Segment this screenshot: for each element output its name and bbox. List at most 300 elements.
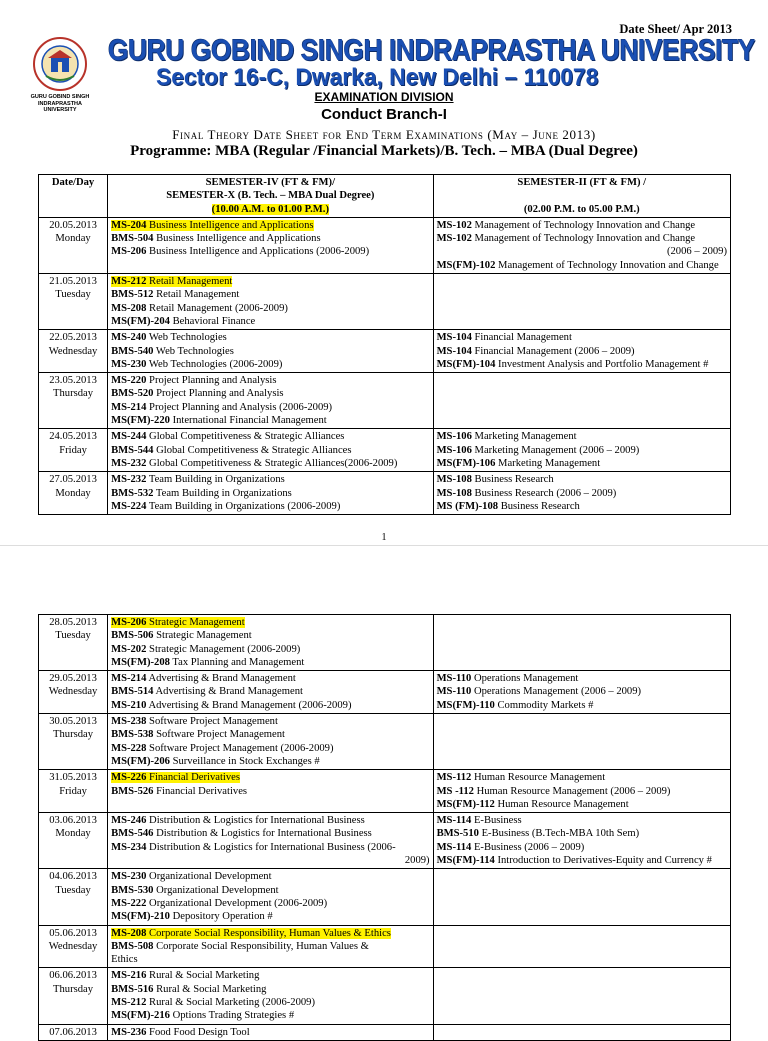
course-code: MS-214 bbox=[111, 673, 147, 685]
date-day-cell bbox=[39, 925, 108, 968]
course-title: Investment Analysis and Portfolio Management # bbox=[495, 358, 709, 370]
date-day-cell bbox=[39, 373, 108, 429]
exam-day: Thursday bbox=[53, 729, 94, 741]
exam-day: Monday bbox=[55, 233, 91, 245]
course-title: Business Research bbox=[498, 500, 580, 512]
course-code: MS(FM)-110 bbox=[436, 699, 495, 711]
course-code: MS-206 bbox=[111, 246, 147, 258]
exam-date: 22.05.2013 bbox=[49, 332, 97, 344]
course-entry bbox=[437, 798, 727, 811]
exam-date: 20.05.2013 bbox=[49, 219, 97, 231]
course-title: Financial Derivatives bbox=[153, 785, 248, 797]
date-day-header: Date/Day bbox=[39, 175, 108, 218]
exam-date: 05.06.2013 bbox=[49, 927, 97, 939]
exam-day: Monday bbox=[55, 487, 91, 499]
course-code: BMS-538 bbox=[111, 729, 154, 741]
course-entry bbox=[111, 358, 429, 371]
course-code: BMS-508 bbox=[111, 940, 154, 952]
course-code: MS-106 bbox=[436, 444, 472, 456]
course-title: Food Food Design Tool bbox=[146, 1026, 250, 1038]
course-code: MS-238 bbox=[111, 716, 147, 728]
course-code: BMS-512 bbox=[111, 289, 154, 301]
course-code: MS -112 bbox=[436, 785, 474, 797]
course-title: Rural & Social Marketing (2006-2009) bbox=[146, 997, 315, 1009]
course-entry bbox=[111, 219, 429, 232]
exam-date: 23.05.2013 bbox=[49, 375, 97, 387]
table-row bbox=[39, 274, 731, 330]
exam-day: Tuesday bbox=[55, 289, 91, 301]
course-code: MS-214 bbox=[111, 401, 147, 413]
course-code: MS-240 bbox=[111, 332, 147, 344]
course-code: MS-112 bbox=[436, 772, 472, 784]
date-day-cell bbox=[39, 770, 108, 813]
course-title: Web Technologies bbox=[153, 345, 234, 357]
course-code: BMS-510 bbox=[436, 828, 479, 840]
course-title: Retail Management bbox=[146, 276, 233, 288]
course-entry bbox=[111, 884, 429, 897]
course-title: Options Trading Strategies # bbox=[169, 1010, 295, 1022]
course-title: Organizational Development bbox=[146, 871, 272, 883]
page-2 bbox=[0, 545, 768, 1038]
course-entry bbox=[111, 910, 429, 923]
course-title: Team Building in Organizations (2006-2009) bbox=[146, 500, 341, 512]
course-title: International Financial Management bbox=[169, 415, 327, 427]
course-entry bbox=[111, 616, 429, 629]
course-code: MS(FM)-216 bbox=[111, 1010, 170, 1022]
semester-ii-cell bbox=[433, 429, 730, 472]
course-title: E-Business bbox=[471, 815, 522, 827]
course-title: Rural & Social Marketing bbox=[146, 970, 260, 982]
semester-iv-cell bbox=[108, 925, 433, 968]
course-entry bbox=[111, 953, 429, 966]
university-name: GURU GOBIND SINGH INDRAPRASTHA UNIVERSITY bbox=[108, 34, 755, 67]
exam-date: 03.06.2013 bbox=[49, 815, 97, 827]
page-number: 1 bbox=[381, 532, 387, 543]
course-entry bbox=[437, 500, 727, 513]
date-day-cell bbox=[39, 217, 108, 273]
course-entry bbox=[111, 728, 429, 741]
course-entry bbox=[111, 699, 429, 712]
semester-iv-cell bbox=[108, 429, 433, 472]
date-day-cell bbox=[39, 615, 108, 671]
course-title: Rural & Social Marketing bbox=[153, 983, 267, 995]
course-entry bbox=[111, 387, 429, 400]
course-code: MS (FM)-108 bbox=[436, 500, 499, 512]
course-code: MS-236 bbox=[111, 1026, 147, 1038]
course-code: MS-208 bbox=[111, 927, 147, 939]
course-entry bbox=[111, 414, 429, 427]
course-title: Ethics bbox=[111, 954, 138, 966]
exam-day: Wednesday bbox=[48, 686, 98, 698]
date-day-cell bbox=[39, 429, 108, 472]
course-entry bbox=[111, 401, 429, 414]
semester-iv-header: SEMESTER-IV (FT & FM)/ SEMESTER-X (B. Tech. – MBA Dual Degree) (10.00 A.M. to 01.00 P.M.) bbox=[108, 175, 433, 218]
exam-day: Thursday bbox=[53, 388, 94, 400]
course-title: Project Planning and Analysis bbox=[146, 375, 277, 387]
course-code: MS-246 bbox=[111, 815, 147, 827]
course-title: Surveillance in Stock Exchanges # bbox=[169, 755, 320, 767]
table-row bbox=[39, 671, 731, 714]
course-title: Human Resource Management (2006 – 2009) bbox=[473, 785, 671, 797]
course-code: MS(FM)-112 bbox=[436, 798, 495, 810]
course-code: MS-106 bbox=[436, 431, 472, 443]
course-code: MS-224 bbox=[111, 500, 147, 512]
course-code: MS(FM)-102 bbox=[436, 259, 496, 271]
course-entry bbox=[111, 996, 429, 1009]
course-title: Distribution & Logistics for International Business bbox=[153, 828, 372, 840]
course-entry bbox=[437, 259, 727, 272]
course-code: MS(FM)-106 bbox=[436, 457, 496, 469]
course-entry bbox=[111, 771, 429, 784]
course-title: 2009) bbox=[404, 855, 430, 867]
course-entry bbox=[111, 755, 429, 768]
course-code: MS-212 bbox=[111, 276, 147, 288]
course-entry bbox=[437, 827, 727, 840]
date-day-cell bbox=[39, 671, 108, 714]
course-title: Marketing Management bbox=[495, 457, 601, 469]
course-title: Advertising & Brand Management bbox=[146, 673, 296, 685]
course-title: Advertising & Brand Management bbox=[153, 686, 303, 698]
course-title: Tax Planning and Management bbox=[169, 656, 305, 668]
course-entry bbox=[437, 473, 727, 486]
course-entry bbox=[111, 232, 429, 245]
course-entry bbox=[111, 983, 429, 996]
logo-caption: GURU GOBIND SINGH INDRAPRASTHA UNIVERSITY bbox=[30, 94, 90, 113]
exam-date: 30.05.2013 bbox=[49, 716, 97, 728]
course-code: BMS-526 bbox=[111, 785, 154, 797]
semester-iv-cell bbox=[108, 770, 433, 813]
table-row bbox=[39, 1024, 731, 1040]
course-entry bbox=[111, 672, 429, 685]
semester-iv-cell bbox=[108, 330, 433, 373]
semester-iv-cell bbox=[108, 714, 433, 770]
semester-iv-cell bbox=[108, 869, 433, 925]
semester-ii-cell bbox=[433, 217, 730, 273]
course-code: MS-206 bbox=[111, 617, 147, 628]
course-entry bbox=[111, 643, 429, 656]
exam-date: 31.05.2013 bbox=[49, 772, 97, 784]
table-row bbox=[39, 813, 731, 869]
date-day-cell bbox=[39, 869, 108, 925]
table-row bbox=[39, 925, 731, 968]
course-code: MS-226 bbox=[111, 772, 147, 784]
semester-iv-cell bbox=[108, 615, 433, 671]
date-day-cell bbox=[39, 472, 108, 515]
exam-date: 21.05.2013 bbox=[49, 276, 97, 288]
table-row bbox=[39, 968, 731, 1024]
semester-iv-cell bbox=[108, 671, 433, 714]
table-row bbox=[39, 869, 731, 925]
course-title: Software Project Management bbox=[146, 716, 278, 728]
course-code: MS-114 bbox=[436, 815, 472, 827]
conduct-branch: Conduct Branch-I bbox=[321, 106, 447, 123]
course-entry bbox=[437, 785, 727, 798]
course-code: BMS-506 bbox=[111, 630, 154, 642]
course-title: Depository Operation # bbox=[169, 911, 273, 923]
exam-day: Friday bbox=[59, 444, 87, 456]
course-entry bbox=[111, 841, 429, 854]
course-code: MS-232 bbox=[111, 474, 147, 486]
table-body-page-2 bbox=[39, 615, 731, 1041]
course-code: BMS-530 bbox=[111, 884, 154, 896]
course-entry bbox=[111, 854, 429, 867]
semester-iv-cell bbox=[108, 1024, 433, 1040]
exam-date: 07.06.2013 bbox=[49, 1026, 97, 1038]
course-code: MS-220 bbox=[111, 375, 147, 387]
course-entry bbox=[437, 331, 727, 344]
course-code: MS-108 bbox=[436, 474, 472, 486]
course-entry bbox=[437, 771, 727, 784]
course-code: BMS-516 bbox=[111, 983, 154, 995]
course-code: BMS-504 bbox=[111, 233, 154, 245]
course-code: MS-102 bbox=[436, 219, 472, 231]
course-title: Project Planning and Analysis (2006-2009) bbox=[146, 401, 333, 413]
semester-ii-cell bbox=[433, 274, 730, 330]
table-row bbox=[39, 615, 731, 671]
date-day-cell bbox=[39, 330, 108, 373]
course-entry bbox=[111, 331, 429, 344]
course-entry bbox=[111, 870, 429, 883]
date-day-cell bbox=[39, 274, 108, 330]
exam-date: 28.05.2013 bbox=[49, 617, 97, 628]
course-title: Financial Derivatives bbox=[146, 772, 240, 784]
course-title: Business Intelligence and Applications bbox=[146, 219, 314, 231]
course-entry bbox=[111, 345, 429, 358]
course-title: Team Building in Organizations bbox=[146, 474, 285, 486]
course-title: Organizational Development (2006-2009) bbox=[146, 897, 328, 909]
course-title: Human Resource Management bbox=[494, 798, 629, 810]
course-entry bbox=[111, 374, 429, 387]
course-entry bbox=[437, 685, 727, 698]
course-entry bbox=[111, 685, 429, 698]
course-entry bbox=[111, 473, 429, 486]
course-entry bbox=[111, 897, 429, 910]
course-entry bbox=[437, 841, 727, 854]
table-header-row bbox=[39, 175, 731, 218]
course-entry bbox=[111, 742, 429, 755]
semester-ii-cell bbox=[433, 714, 730, 770]
semester-iv-cell bbox=[108, 274, 433, 330]
course-title: E-Business (2006 – 2009) bbox=[471, 841, 585, 853]
course-entry bbox=[437, 444, 727, 457]
university-seal-icon bbox=[32, 36, 88, 92]
course-title: Marketing Management (2006 – 2009) bbox=[471, 444, 640, 456]
course-title: Management of Technology Innovation and Change bbox=[471, 219, 696, 231]
course-code: MS-232 bbox=[111, 457, 147, 469]
course-code: MS-212 bbox=[111, 997, 147, 1009]
course-entry bbox=[111, 288, 429, 301]
course-title: Marketing Management bbox=[471, 431, 577, 443]
date-sheet-table-page-1 bbox=[38, 174, 731, 515]
course-title: Introduction to Derivatives-Equity and Currency # bbox=[494, 855, 712, 867]
course-title: Corporate Social Responsibility, Human Values & bbox=[153, 940, 369, 952]
semester-ii-cell bbox=[433, 615, 730, 671]
table-row bbox=[39, 429, 731, 472]
examination-division: EXAMINATION DIVISION bbox=[314, 90, 454, 104]
date-day-cell bbox=[39, 813, 108, 869]
semester-ii-cell bbox=[433, 869, 730, 925]
course-entry bbox=[437, 358, 727, 371]
exam-date: 27.05.2013 bbox=[49, 474, 97, 486]
semester-iv-cell bbox=[108, 373, 433, 429]
course-code: MS(FM)-206 bbox=[111, 755, 170, 767]
course-title: Software Project Management bbox=[153, 729, 285, 741]
semester-ii-cell bbox=[433, 330, 730, 373]
course-code: MS-222 bbox=[111, 897, 147, 909]
course-entry bbox=[437, 430, 727, 443]
programme-title: Programme: MBA (Regular /Financial Markets)/B. Tech. – MBA (Dual Degree) bbox=[130, 143, 638, 159]
course-title: Organizational Development bbox=[153, 884, 279, 896]
course-code: MS-210 bbox=[111, 699, 147, 711]
course-title: Software Project Management (2006-2009) bbox=[146, 742, 334, 754]
exam-day: Tuesday bbox=[55, 884, 91, 896]
course-entry bbox=[111, 457, 429, 470]
course-entry bbox=[437, 699, 727, 712]
course-title: Global Competitiveness & Strategic Alliances(2006-2009) bbox=[146, 457, 398, 469]
date-sheet-tag: Date Sheet/ Apr 2013 bbox=[619, 22, 732, 36]
course-entry bbox=[437, 672, 727, 685]
course-entry bbox=[111, 275, 429, 288]
course-title: Distribution & Logistics for International Business bbox=[146, 815, 365, 827]
course-title: Retail Management (2006-2009) bbox=[146, 302, 288, 314]
semester-iv-cell bbox=[108, 813, 433, 869]
date-day-cell bbox=[39, 714, 108, 770]
course-title: Business Intelligence and Applications (2006-2009) bbox=[146, 246, 370, 258]
course-entry bbox=[437, 345, 727, 358]
table-row bbox=[39, 217, 731, 273]
semester-ii-cell bbox=[433, 472, 730, 515]
exam-day: Wednesday bbox=[48, 940, 98, 952]
course-entry bbox=[111, 430, 429, 443]
course-entry bbox=[111, 629, 429, 642]
course-code: MS-234 bbox=[111, 841, 147, 853]
course-code: MS(FM)-210 bbox=[111, 911, 170, 923]
final-date-sheet-title: Final Theory Date Sheet for End Term Examinations (May – June 2013) bbox=[172, 127, 596, 142]
course-title: Retail Management bbox=[153, 289, 240, 301]
course-code: MS(FM)-208 bbox=[111, 656, 170, 668]
course-title: Management of Technology Innovation and Change bbox=[471, 233, 696, 245]
course-entry bbox=[111, 940, 429, 953]
course-entry bbox=[111, 827, 429, 840]
table-row bbox=[39, 770, 731, 813]
semester-ii-cell bbox=[433, 968, 730, 1024]
course-entry bbox=[437, 245, 727, 258]
course-entry bbox=[111, 444, 429, 457]
course-code: MS(FM)-220 bbox=[111, 415, 170, 427]
course-entry bbox=[437, 854, 727, 867]
course-title: Strategic Management bbox=[153, 630, 252, 642]
course-code: MS(FM)-104 bbox=[436, 358, 496, 370]
course-code: MS-110 bbox=[436, 686, 472, 698]
course-title: E-Business (B.Tech-MBA 10th Sem) bbox=[478, 828, 640, 840]
course-code: MS-202 bbox=[111, 643, 147, 655]
course-code: BMS-544 bbox=[111, 444, 154, 456]
course-title: Management of Technology Innovation and Change bbox=[495, 259, 719, 271]
exam-day: Tuesday bbox=[55, 630, 91, 642]
course-entry bbox=[437, 487, 727, 500]
course-code: MS-208 bbox=[111, 302, 147, 314]
course-code: BMS-514 bbox=[111, 686, 154, 698]
course-code: MS-110 bbox=[436, 673, 472, 685]
course-code: MS(FM)-114 bbox=[436, 855, 495, 867]
table-row bbox=[39, 714, 731, 770]
semester-ii-cell bbox=[433, 770, 730, 813]
course-entry bbox=[111, 315, 429, 328]
course-code: BMS-532 bbox=[111, 487, 154, 499]
exam-date: 04.06.2013 bbox=[49, 871, 97, 883]
course-title: Financial Management bbox=[471, 332, 572, 344]
course-title: Business Research bbox=[471, 474, 554, 486]
exam-day: Thursday bbox=[53, 983, 94, 995]
course-code: BMS-520 bbox=[111, 388, 154, 400]
exam-day: Friday bbox=[59, 785, 87, 797]
course-entry bbox=[111, 1009, 429, 1022]
course-code: BMS-546 bbox=[111, 828, 154, 840]
course-title: Project Planning and Analysis bbox=[153, 388, 284, 400]
university-address: Sector 16-C, Dwarka, New Delhi – 110078 bbox=[156, 64, 599, 91]
course-title: Strategic Management (2006-2009) bbox=[146, 643, 301, 655]
table-body-page-1 bbox=[39, 217, 731, 514]
semester-ii-cell bbox=[433, 813, 730, 869]
course-entry bbox=[111, 500, 429, 513]
course-entry bbox=[111, 814, 429, 827]
course-title: Web Technologies (2006-2009) bbox=[146, 358, 283, 370]
table-row bbox=[39, 472, 731, 515]
course-code: MS(FM)-204 bbox=[111, 315, 170, 327]
course-title: Behavioral Finance bbox=[169, 315, 256, 327]
course-entry bbox=[111, 715, 429, 728]
course-title: Corporate Social Responsibility, Human Values & Ethics bbox=[146, 927, 391, 939]
course-code: MS-230 bbox=[111, 871, 147, 883]
semester-iv-cell bbox=[108, 217, 433, 273]
semester-ii-header: SEMESTER-II (FT & FM) / (02.00 P.M. to 05.00 P.M.) bbox=[433, 175, 730, 218]
course-title: Financial Management (2006 – 2009) bbox=[471, 345, 635, 357]
course-code: MS-102 bbox=[436, 233, 472, 245]
course-code: MS-244 bbox=[111, 431, 147, 443]
course-entry bbox=[111, 969, 429, 982]
semester-ii-cell bbox=[433, 925, 730, 968]
course-entry bbox=[437, 232, 727, 245]
course-title: Global Competitiveness & Strategic Alliances bbox=[153, 444, 352, 456]
course-code: MS-108 bbox=[436, 487, 472, 499]
course-code: MS-216 bbox=[111, 970, 147, 982]
exam-day: Monday bbox=[55, 828, 91, 840]
course-code: MS-104 bbox=[436, 332, 472, 344]
semester-ii-cell bbox=[433, 1024, 730, 1040]
course-title: (2006 – 2009) bbox=[666, 246, 727, 258]
course-title: Advertising & Brand Management (2006-2009) bbox=[146, 699, 352, 711]
course-entry bbox=[437, 219, 727, 232]
course-code: MS-114 bbox=[436, 841, 472, 853]
course-code: MS-204 bbox=[111, 219, 147, 231]
course-entry bbox=[111, 302, 429, 315]
course-entry bbox=[437, 457, 727, 470]
course-title: Human Resource Management bbox=[471, 772, 606, 784]
date-day-cell bbox=[39, 968, 108, 1024]
course-entry bbox=[437, 814, 727, 827]
course-code: MS-228 bbox=[111, 742, 147, 754]
semester-ii-cell bbox=[433, 671, 730, 714]
course-entry bbox=[111, 245, 429, 258]
exam-date: 24.05.2013 bbox=[49, 431, 97, 443]
semester-iv-cell bbox=[108, 968, 433, 1024]
course-entry bbox=[111, 785, 429, 798]
exam-day: Wednesday bbox=[48, 345, 98, 357]
table-row bbox=[39, 330, 731, 373]
course-code: MS-104 bbox=[436, 345, 472, 357]
course-code: BMS-540 bbox=[111, 345, 154, 357]
course-title: Web Technologies bbox=[146, 332, 227, 344]
